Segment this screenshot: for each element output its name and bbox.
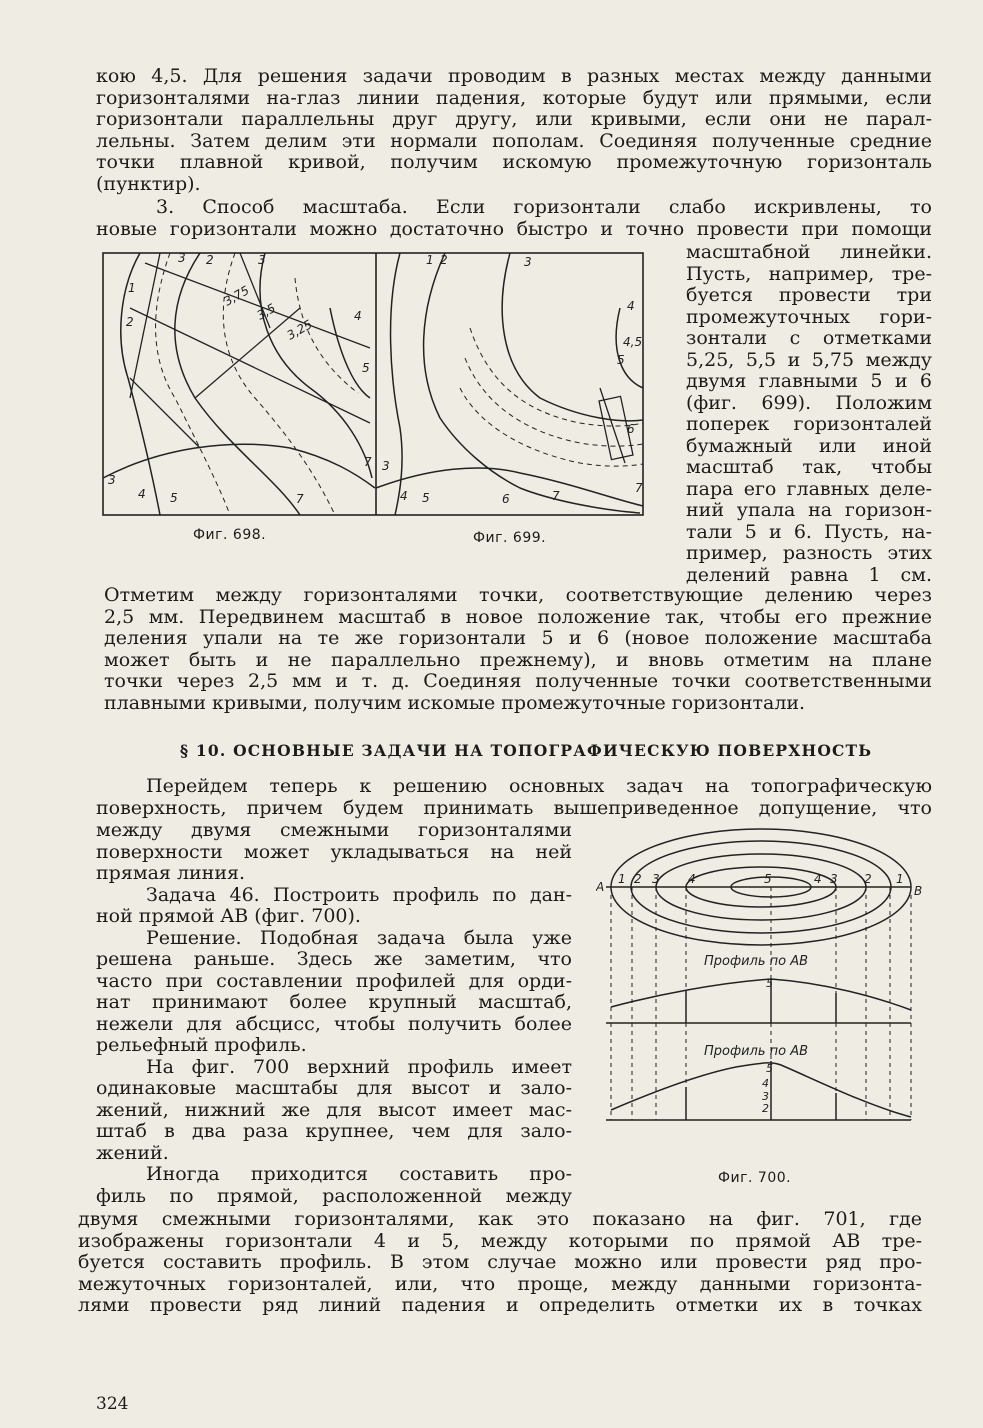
svg-text:4,5: 4,5 [623, 335, 643, 349]
svg-text:3,25: 3,25 [284, 317, 315, 343]
svg-text:2: 2 [762, 1102, 769, 1115]
text-line: жений, нижний же для высот имеет мас- [96, 1098, 572, 1121]
svg-text:5: 5 [766, 1062, 773, 1075]
text-line: часто при составлении профилей для орди- [96, 969, 572, 992]
svg-text:7: 7 [296, 492, 304, 506]
text-line: тали 5 и 6. Пусть, на- [686, 520, 932, 543]
svg-text:1: 1 [426, 253, 434, 267]
text-line: горизонталями на-глаз линии падения, которые будут или прямыми, если [96, 86, 932, 109]
text-line: нат принимают более крупный масштаб, [96, 991, 572, 1013]
text-line: точки плавной кривой, получим искомую промежуточную горизонталь [96, 151, 932, 173]
text-line: точки через 2,5 мм и т. д. Соединяя полученные точки соответственными [104, 670, 932, 692]
text-line: лельны. Затем делим эти нормали пополам. Соединяя полученные средние [96, 129, 932, 152]
text-line: кою 4,5. Для решения задачи проводим в разных местах между данными [96, 65, 932, 87]
text-line: ний упала на горизон- [686, 499, 932, 521]
text-line: 3. Способ масштаба. Если горизонтали слабо искривлены, то [156, 196, 932, 218]
fig700-label-b: B [914, 884, 923, 898]
upper-profile-label: Профиль по AB [704, 954, 809, 969]
text-line: плавными кривыми, получим искомые промежуточные горизонтали. [104, 691, 806, 714]
text-line: Задача 46. Построить профиль по дан- [146, 883, 572, 906]
intro-paragraph [96, 776, 932, 819]
text-line: рельефный профиль. [96, 1034, 307, 1056]
text-line: новые горизонтали можно достаточно быстро и точно провести при помощи [96, 217, 932, 240]
text-line: промежуточных гори- [686, 305, 932, 328]
svg-text:5: 5 [422, 491, 430, 505]
svg-text:3: 3 [524, 255, 532, 269]
text-line: Иногда приходится составить про- [146, 1163, 572, 1185]
text-line: одинаковые масштабы для высот и зало- [96, 1077, 572, 1099]
figure-700 [596, 825, 926, 1150]
fig700-caption: Фиг. 700. [718, 1170, 792, 1186]
svg-text:7: 7 [635, 481, 643, 495]
text-line: пара его главных деле- [686, 477, 932, 500]
text-line: решена раньше. Здесь же заметим, что [96, 948, 572, 970]
svg-text:7: 7 [552, 489, 560, 503]
text-line: Отметим между горизонталями точки, соответствующие делению через [104, 584, 932, 606]
method3-side-column [686, 242, 932, 586]
text-line: 5,25, 5,5 и 5,75 между [686, 348, 932, 371]
text-line: жений. [96, 1141, 169, 1164]
svg-text:2: 2 [634, 872, 642, 886]
svg-text:5: 5 [766, 977, 773, 990]
lower-profile-label: Профиль по AB [704, 1044, 809, 1059]
text-line: горизонтали параллельны друг другу, или кривыми, если они не парал- [96, 108, 932, 130]
fig700-label-a: A [596, 880, 605, 894]
svg-text:3: 3 [108, 473, 116, 487]
text-line: зонтали с отметками [686, 327, 932, 349]
text-line: пример, разность этих [686, 542, 932, 564]
svg-text:6: 6 [502, 492, 510, 506]
text-line: нежели для абсцисс, чтобы получить более [96, 1012, 572, 1035]
svg-text:4: 4 [814, 872, 822, 886]
text-line: поверхности может укладываться на ней [96, 840, 572, 863]
svg-text:2: 2 [440, 253, 448, 267]
fig698-caption: Фиг. 698. [193, 527, 267, 543]
text-line: (фиг. 699). Положим [686, 391, 932, 414]
svg-text:5: 5 [170, 491, 178, 505]
svg-text:3: 3 [762, 1090, 769, 1103]
text-line: буется провести три [686, 284, 932, 306]
text-line: буется составить профиль. В этом случае можно или провести ряд про- [78, 1251, 922, 1273]
text-line: двумя смежными горизонталями, как это показано на фиг. 701, где [78, 1208, 922, 1230]
svg-text:7: 7 [364, 455, 372, 469]
text-line: На фиг. 700 верхний профиль имеет [146, 1055, 572, 1078]
svg-text:2: 2 [206, 253, 214, 267]
text-line: прямая линия. [96, 862, 246, 884]
svg-text:2: 2 [126, 315, 134, 329]
svg-text:3,75: 3,75 [221, 283, 252, 309]
text-line: масштабной линейки. [686, 241, 932, 263]
svg-text:3: 3 [652, 872, 660, 886]
bottom-paragraph [78, 1209, 922, 1317]
svg-text:1: 1 [896, 872, 904, 886]
text-line: межуточных горизонталей, или, что проще, между данными горизонта- [78, 1272, 922, 1295]
section-heading: § 10. ОСНОВНЫЕ ЗАДАЧИ НА ТОПОГРАФИЧЕСКУЮ ПОВЕРХНОСТЬ [180, 741, 873, 760]
svg-text:3: 3 [178, 251, 186, 265]
svg-text:4: 4 [400, 489, 408, 503]
text-line: делений равна 1 см. [686, 563, 932, 586]
text-line: Пусть, например, тре- [686, 262, 932, 285]
svg-text:4: 4 [688, 872, 696, 886]
text-line: может быть и не параллельно прежнему), и вновь отметим на плане [104, 648, 932, 671]
figure-698-699 [100, 248, 650, 518]
text-line: деления упали на те же горизонтали 5 и 6 (новое положение масштаба [104, 627, 932, 649]
svg-text:5: 5 [362, 361, 370, 375]
svg-text:3,5: 3,5 [254, 300, 279, 323]
svg-text:3: 3 [258, 253, 266, 267]
text-line: ной прямой AB (фиг. 700). [96, 905, 361, 927]
text-line: изображены горизонтали 4 и 5, между которыми по прямой AB тре- [78, 1229, 922, 1252]
fig699-caption: Фиг. 699. [473, 530, 547, 546]
text-line: бумажный или иной [686, 434, 932, 457]
svg-text:3: 3 [830, 872, 838, 886]
svg-text:2: 2 [864, 872, 872, 886]
text-line: лями провести ряд линий падения и определить отметки их в точках [78, 1294, 922, 1316]
left-column-text [96, 820, 572, 1207]
svg-text:1: 1 [618, 872, 626, 886]
svg-text:5: 5 [617, 353, 625, 367]
top-paragraph [96, 66, 932, 195]
svg-text:4: 4 [354, 309, 362, 323]
text-line: между двумя смежными горизонталями [96, 819, 572, 841]
text-line: двумя главными 5 и 6 [686, 370, 932, 392]
svg-text:5: 5 [764, 872, 772, 886]
method3-paragraph [96, 197, 932, 240]
svg-text:6: 6 [627, 422, 635, 436]
text-line: поверхность, причем будем принимать вышеприведенное допущение, что [96, 796, 932, 819]
text-line: поперек горизонталей [686, 413, 932, 435]
text-line: филь по прямой, расположенной между [96, 1184, 572, 1207]
text-line: Перейдем теперь к решению основных задач на топографическую [146, 775, 932, 797]
svg-text:4: 4 [138, 487, 146, 501]
text-line: (пунктир). [96, 172, 201, 195]
page-number: 324 [96, 1394, 129, 1414]
svg-text:1: 1 [128, 281, 136, 295]
text-line: масштаб так, чтобы [686, 456, 932, 478]
text-line: штаб в два раза крупнее, чем для зало- [96, 1120, 572, 1142]
svg-text:3: 3 [382, 459, 390, 473]
svg-text:4: 4 [627, 299, 635, 313]
text-line: Решение. Подобная задача была уже [146, 926, 572, 949]
text-line: 2,5 мм. Передвинем масштаб в новое положение так, чтобы его прежние [104, 605, 932, 628]
method3-continuation [104, 585, 932, 714]
svg-text:4: 4 [762, 1077, 769, 1090]
